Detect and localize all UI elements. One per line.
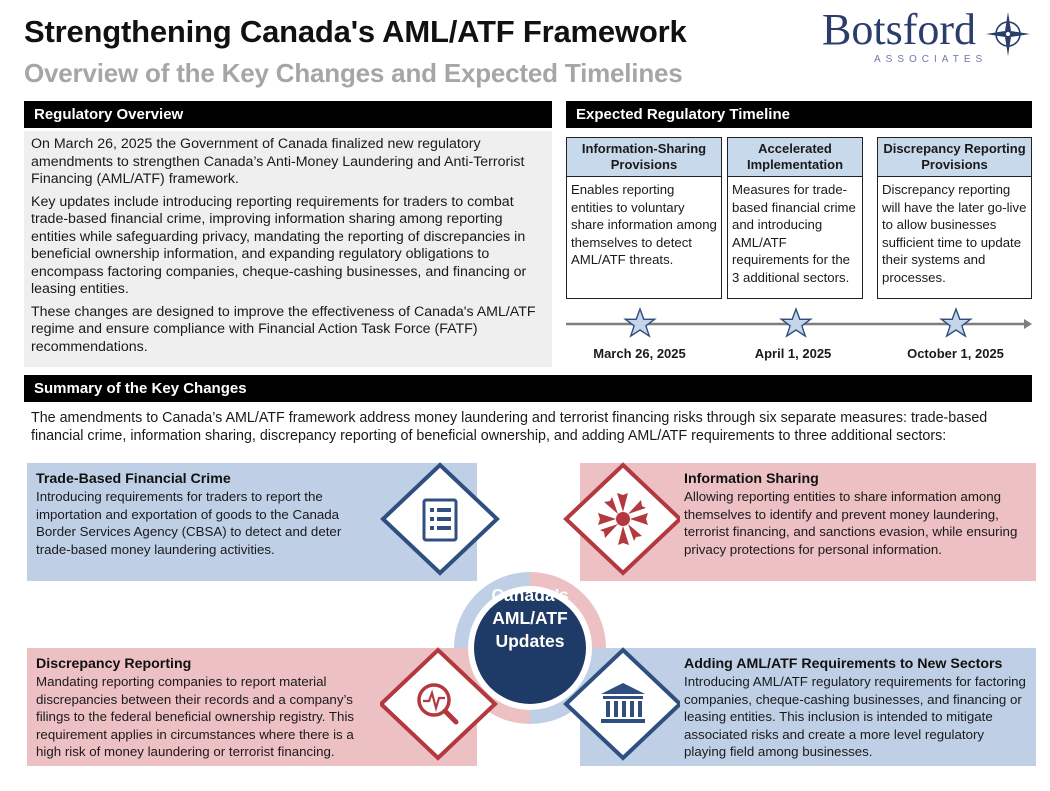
quadrant-body: Mandating reporting companies to report material discrepancies between their records and a company’s filings to the federal beneficial ownership registry. This requirement applies in circumstances where there is a high risk of money laundering or terrorist financing. (36, 674, 355, 760)
timeline-date: October 1, 2025 (907, 346, 1004, 361)
center-label (468, 584, 592, 653)
timeline-card-title: Information-Sharing Provisions (567, 138, 721, 177)
quadrant-body: Introducing requirements for traders to report the importation and exportation of goods to the Canada Border Services Agency (CBSA) to detect and deter trade-based money laundering activities. (36, 489, 342, 557)
summary-heading: Summary of the Key Changes (24, 375, 1032, 402)
overview-paragraph: Key updates include introducing reporting requirements for traders to combat trade-based financial crime, improving information sharing among reporting entities while safeguarding privacy, mandating the reporting of discrepancies in beneficial ownership information, and expanding regulatory obligations to encompass factoring companies, cheque-cashing businesses, and financing or leasing entities. (31, 193, 527, 297)
timeline-card-title: Discrepancy Reporting Provisions (878, 138, 1031, 177)
quadrant-title: Discrepancy Reporting (36, 656, 192, 672)
timeline-card-body: Enables reporting entities to voluntary share information among themselves to detect AML/ATF threats. (571, 182, 717, 267)
timeline-star-icon (625, 309, 654, 336)
timeline-date: March 26, 2025 (593, 346, 686, 361)
center-label-line: Canada’s (491, 585, 569, 605)
diamond-information-sharing (566, 465, 680, 573)
compass-rose-icon (984, 10, 1032, 58)
timeline-axis (562, 304, 1034, 344)
timeline-date: April 1, 2025 (754, 346, 832, 361)
quadrant-body: Allowing reporting entities to share information among themselves to identify and prevent money laundering, terrorist financing, and sanctions evasion, while ensuring privacy protections for personal information. (684, 489, 1018, 557)
overview-paragraph: On March 26, 2025 the Government of Canada finalized new regulatory amendments to strengthen Canada’s Anti-Money Laundering and Anti-Terrorist Financing (AML/ATF) framework. (31, 136, 525, 187)
timeline-heading: Expected Regulatory Timeline (566, 101, 1032, 128)
logo-tagline: ASSOCIATES (874, 54, 988, 65)
timeline-card-body: Discrepancy reporting will have the later go-live to allow businesses sufficient time to update their systems and processes. (882, 182, 1027, 285)
overview-heading: Regulatory Overview (24, 101, 552, 128)
company-logo (822, 5, 1034, 68)
quadrant-title: Adding AML/ATF Requirements to New Sectors (684, 656, 1003, 672)
quadrant-body: Introducing AML/ATF regulatory requirements for factoring companies, cheque-cashing businesses, and financing or leasing entities. This inclusion is intended to mitigate associated risks and create a more level regulatory playing field among businesses. (684, 674, 1026, 760)
timeline-card-accelerated (727, 137, 863, 299)
timeline-card-discrepancy (877, 137, 1032, 299)
timeline-arrow-head (1024, 319, 1032, 329)
overview-panel (24, 131, 552, 367)
timeline-star-icon (941, 309, 970, 336)
overview-paragraph: These changes are designed to improve the effectiveness of Canada's AML/ATF regime and ensure compliance with Financial Action Task Force (FATF) recommendations. (31, 303, 536, 355)
center-label-line: AML/ATF (492, 608, 568, 628)
timeline-card-body: Measures for trade-based financial crime and introducing AML/ATF requirements for the 3 additional sectors. (732, 182, 856, 285)
page-subtitle: Overview of the Key Changes and Expected Timelines (24, 58, 683, 88)
center-label-line: Updates (495, 631, 565, 651)
timeline-card-title: Accelerated Implementation (728, 138, 862, 177)
page-title: Strengthening Canada's AML/ATF Framework (24, 14, 687, 49)
logo-name: Botsford (822, 5, 976, 54)
timeline-card-information-sharing (566, 137, 722, 299)
diamond-trade-based (383, 465, 497, 573)
quadrant-title: Information Sharing (684, 471, 819, 487)
summary-intro: The amendments to Canada’s AML/ATF framework address money laundering and terrorist financing risks through six separate measures: trade-based financial crime, information sharing, discrepancy reporting of beneficial ownership, and adding AML/ATF requirements to three additional sectors: (31, 410, 988, 444)
quadrant-title: Trade-Based Financial Crime (36, 471, 231, 487)
timeline-star-icon (781, 309, 810, 336)
